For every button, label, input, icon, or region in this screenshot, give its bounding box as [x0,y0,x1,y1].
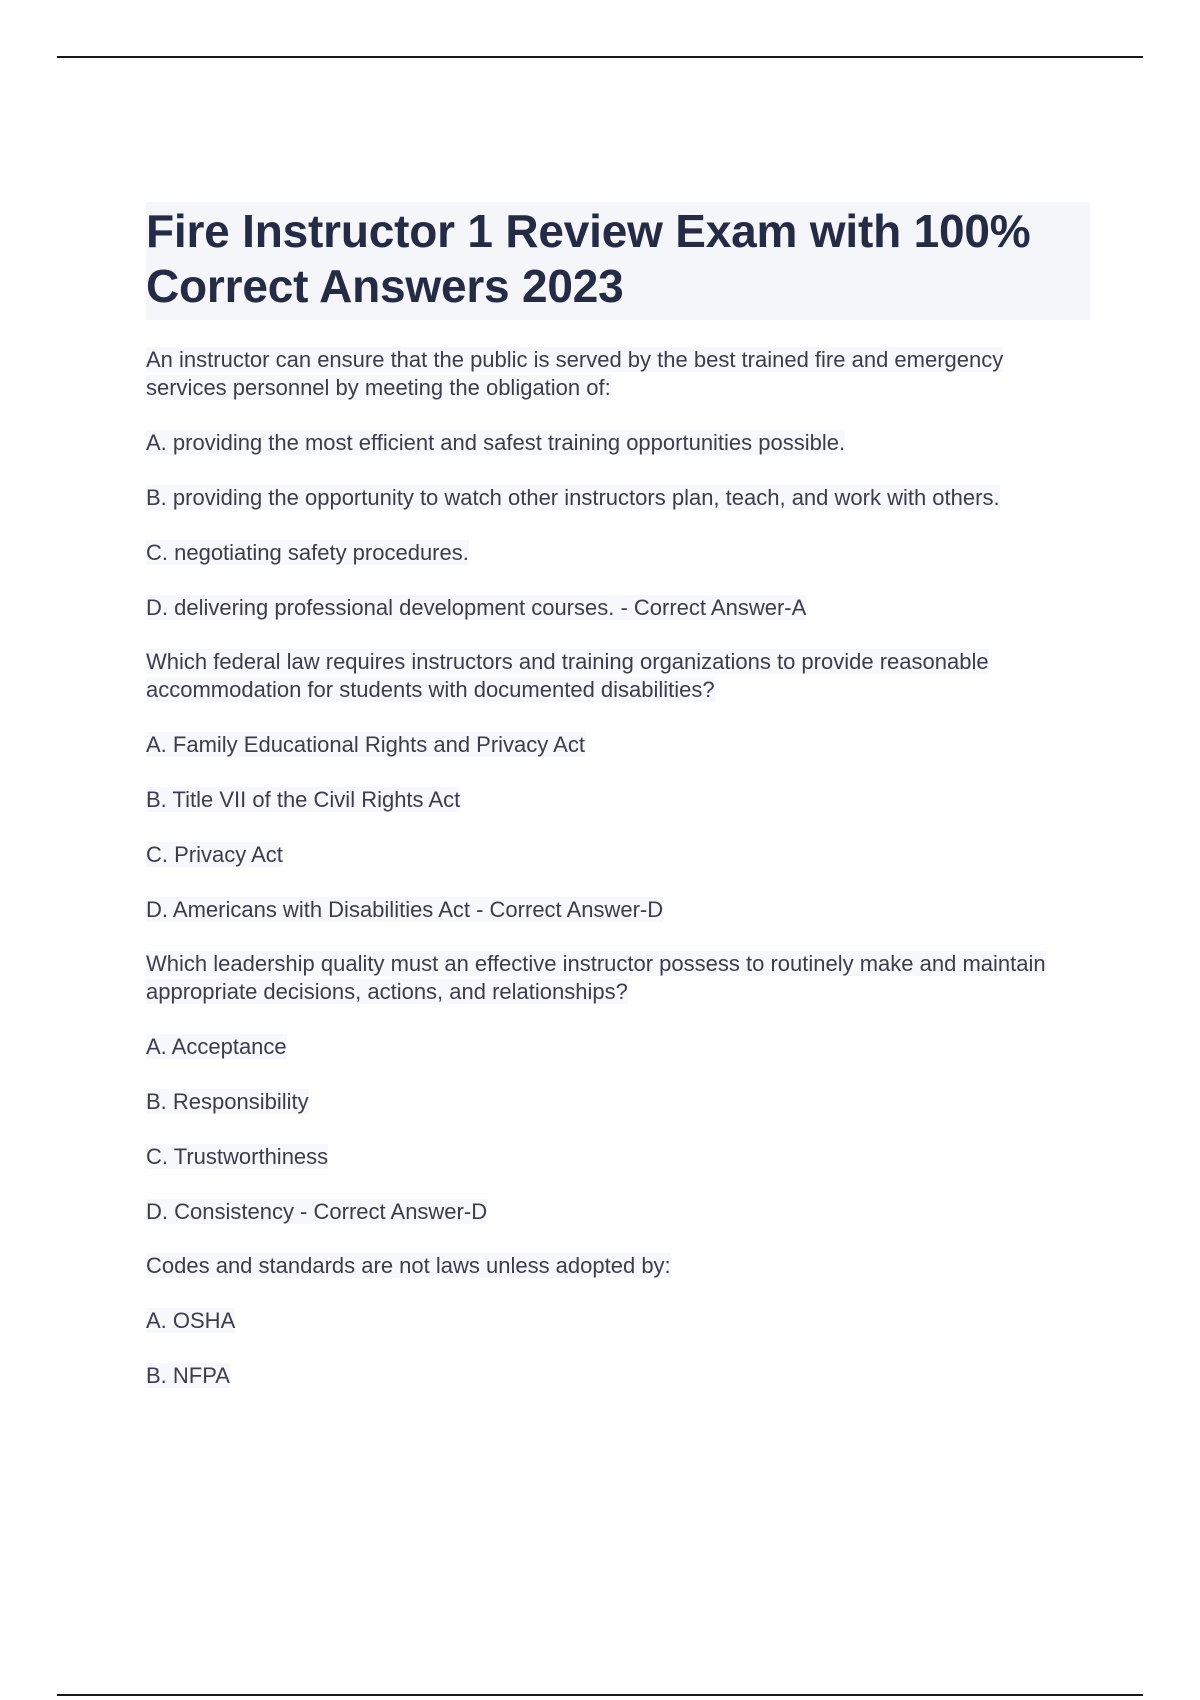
answer-option [146,786,1090,814]
answer-option [146,1362,1090,1390]
question-1-option-c: C. negotiating safety procedures. [146,540,469,565]
answer-option [146,429,1090,457]
question-2-text: Which federal law requires instructors and training organizations to provide reasonable accommodation for students with documented disabilities? [146,649,989,702]
answer-option [146,484,1090,512]
question-2-option-a: A. Family Educational Rights and Privacy Act [146,732,585,757]
question-3-option-c: C. Trustworthiness [146,1144,329,1169]
answer-option [146,1198,1090,1226]
title-block [146,202,1090,320]
document-title: Fire Instructor 1 Review Exam with 100% Correct Answers 2023 [146,205,1031,312]
question-2-option-c: C. Privacy Act [146,842,283,867]
question-3-option-a: A. Acceptance [146,1034,287,1059]
answer-option [146,896,1090,924]
question-block-3 [146,950,1090,1226]
answer-option [146,1088,1090,1116]
bottom-rule [57,1694,1143,1696]
question-text [146,648,1090,704]
question-3-text: Which leadership quality must an effective instructor possess to routinely make and maintain appropriate decisions, actions, and relationships? [146,951,1046,1004]
answer-option [146,841,1090,869]
question-4-option-a: A. OSHA [146,1308,236,1333]
question-1-option-b: B. providing the opportunity to watch other instructors plan, teach, and work with others. [146,485,1000,510]
question-4-option-b: B. NFPA [146,1363,230,1388]
question-4-text: Codes and standards are not laws unless adopted by: [146,1253,671,1278]
question-block-1 [146,346,1090,622]
document-body [146,202,1090,1390]
question-1-text: An instructor can ensure that the public is served by the best trained fire and emergency services personnel by meeting the obligation of: [146,347,1004,400]
question-3-option-d: D. Consistency - Correct Answer-D [146,1199,488,1224]
question-text [146,1252,1090,1280]
question-1-option-d: D. delivering professional development courses. - Correct Answer-A [146,595,807,620]
top-rule [57,56,1143,58]
question-block-4 [146,1252,1090,1390]
answer-option [146,1033,1090,1061]
question-text [146,950,1090,1006]
answer-option [146,1307,1090,1335]
answer-option [146,731,1090,759]
answer-option [146,539,1090,567]
question-3-option-b: B. Responsibility [146,1089,309,1114]
answer-option [146,594,1090,622]
question-1-option-a: A. providing the most efficient and safest training opportunities possible. [146,430,846,455]
question-text [146,346,1090,402]
question-2-option-b: B. Title VII of the Civil Rights Act [146,787,461,812]
answer-option [146,1143,1090,1171]
question-block-2 [146,648,1090,924]
question-2-option-d: D. Americans with Disabilities Act - Correct Answer-D [146,897,664,922]
